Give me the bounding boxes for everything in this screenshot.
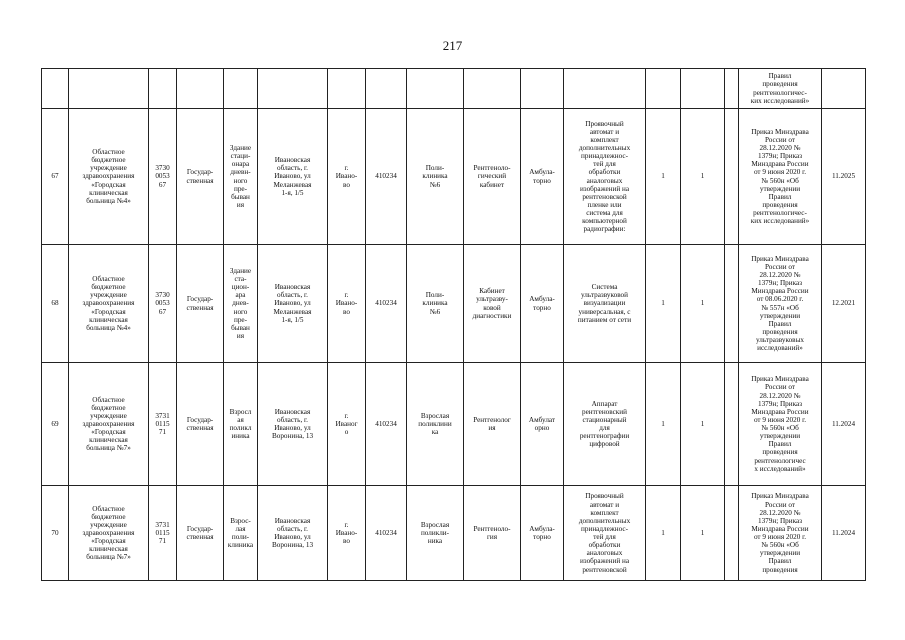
cell-empty <box>725 363 739 486</box>
cell-date <box>822 245 866 363</box>
cell-text-equipment: Проявочный автомат и комплект дополнительных принадлежнос- тей для обработки аналоговых изображений на рентгеновской пленке или система для компьютерной радиографии: <box>578 119 631 234</box>
cell-text-law: Приказ Минздрава России от 28.12.2020 № 1379н; Приказ Минздрава России от 9 июня 2020 г. № 560н «Об утверждении Правил проведения рентгенологичес- ких исследований» <box>750 127 810 226</box>
cell-org <box>69 486 149 581</box>
cell-text-address: Ивановская область, г. Иваново, ул Меланжевая 1-я, 1/5 <box>273 283 312 324</box>
cell-qty_a <box>646 486 681 581</box>
cell-equipment <box>564 109 646 245</box>
cell-unit <box>407 363 464 486</box>
cell-text-qty_a: 1 <box>661 172 665 181</box>
cell-inn <box>149 109 177 245</box>
cell-postal <box>366 486 407 581</box>
cell-room <box>464 245 521 363</box>
cell-qty_b <box>681 69 725 109</box>
cell-building <box>224 69 258 109</box>
cell-text-date: 12.2021 <box>831 299 856 308</box>
cell-postal <box>366 69 407 109</box>
cell-text-date: 11.2024 <box>831 528 856 537</box>
cell-text-address: Ивановская область, г. Иваново, ул Меланжевая 1-я, 1/5 <box>273 156 312 197</box>
cell-address <box>258 363 328 486</box>
table-row <box>42 486 866 581</box>
cell-text-room: Рентгеноло- гия <box>473 524 511 541</box>
cell-text-num: 69 <box>51 419 59 428</box>
cell-law <box>739 486 822 581</box>
cell-date <box>822 486 866 581</box>
cell-text-num: 70 <box>51 528 59 537</box>
cell-equipment <box>564 363 646 486</box>
cell-qty_b <box>681 486 725 581</box>
cell-qty_a <box>646 363 681 486</box>
cell-text-postal: 410234 <box>375 419 397 428</box>
cell-city <box>328 69 366 109</box>
cell-inn <box>149 486 177 581</box>
cell-text-room: Рентгенолог ия <box>473 415 511 432</box>
cell-text-date: 11.2025 <box>831 172 856 181</box>
cell-text-building: Взрос- лая поли- клиника <box>227 516 254 550</box>
cell-unit <box>407 109 464 245</box>
cell-ownership <box>177 69 224 109</box>
cell-text-ownership: Государ- ственная <box>186 168 214 185</box>
cell-city <box>328 245 366 363</box>
cell-text-law: Приказ Минздрава России от 28.12.2020 № 1379н; Приказ Минздрава России от 08.06.2020 г. № 557н «Об утверждении Правил проведения ультразвуковых исследований» <box>751 254 809 353</box>
cell-text-city: г. Ивано- во <box>335 520 358 546</box>
cell-text-care: Амбула- торно <box>529 168 555 185</box>
page-number: 217 <box>442 38 463 53</box>
cell-inn <box>149 245 177 363</box>
cell-empty <box>725 245 739 363</box>
cell-building <box>224 109 258 245</box>
cell-text-inn: 3730 0053 67 <box>155 164 170 189</box>
cell-text-building: Здание ста- цион- ара днев- ного пре- быван ия <box>229 266 252 340</box>
cell-building <box>224 245 258 363</box>
cell-num <box>42 69 69 109</box>
cell-text-building: Здание стаци- онара дневн- ного пре- быван ия <box>229 144 252 209</box>
cell-text-care: Амбула- торно <box>529 524 555 541</box>
cell-text-num: 67 <box>51 172 59 181</box>
cell-qty_a <box>646 69 681 109</box>
cell-care <box>521 363 564 486</box>
cell-room <box>464 69 521 109</box>
cell-text-care: Амбула- торно <box>529 295 555 312</box>
cell-qty_b <box>681 363 725 486</box>
cell-num <box>42 245 69 363</box>
cell-text-qty_b: 1 <box>700 299 705 308</box>
cell-address <box>258 245 328 363</box>
cell-text-org: Областное бюджетное учреждение здравоохранения «Городская клиническая больница №4» <box>82 148 135 205</box>
cell-text-law: Приказ Минздрава России от 28.12.2020 № 1379н; Приказ Минздрава России от 9 июня 2020 г. № 560н «Об утверждении Правил проведения рентгенологичес х исследований» <box>751 375 809 473</box>
cell-care <box>521 109 564 245</box>
cell-equipment <box>564 486 646 581</box>
cell-room <box>464 363 521 486</box>
cell-text-qty_b: 1 <box>700 172 705 181</box>
cell-text-room: Рентгеноло- гический кабинет <box>473 164 511 189</box>
cell-text-room: Кабинет ультразву- ковой диагностики <box>472 287 512 320</box>
cell-text-unit: Поли- клиника №6 <box>422 291 448 316</box>
cell-ownership <box>177 363 224 486</box>
cell-text-postal: 410234 <box>375 528 397 537</box>
cell-date <box>822 69 866 109</box>
cell-unit <box>407 486 464 581</box>
cell-empty <box>725 486 739 581</box>
cell-care <box>521 486 564 581</box>
cell-qty_b <box>681 109 725 245</box>
cell-postal <box>366 109 407 245</box>
cell-text-building: Взросл ая поликл иника <box>229 407 252 441</box>
cell-qty_a <box>646 109 681 245</box>
cell-city <box>328 486 366 581</box>
cell-text-org: Областное бюджетное учреждение здравоохранения «Городская клиническая больница №7» <box>82 395 135 453</box>
cell-qty_a <box>646 245 681 363</box>
cell-building <box>224 363 258 486</box>
cell-inn <box>149 69 177 109</box>
cell-text-address: Ивановская область, г. Иваново, ул Воронина, 13 <box>271 516 314 550</box>
cell-postal <box>366 245 407 363</box>
cell-org <box>69 363 149 486</box>
cell-num <box>42 486 69 581</box>
cell-text-inn: 3731 0115 71 <box>155 520 170 546</box>
cell-org <box>69 109 149 245</box>
cell-text-qty_b: 1 <box>700 419 705 428</box>
cell-date <box>822 109 866 245</box>
table-row <box>42 69 866 109</box>
cell-org <box>69 69 149 109</box>
cell-law <box>739 109 822 245</box>
cell-unit <box>407 245 464 363</box>
cell-num <box>42 109 69 245</box>
cell-law <box>739 245 822 363</box>
equipment-registry-table <box>41 68 866 581</box>
cell-text-unit: Взрослая поликлини ка <box>418 411 452 437</box>
cell-qty_b <box>681 245 725 363</box>
cell-room <box>464 486 521 581</box>
cell-ownership <box>177 109 224 245</box>
cell-care <box>521 245 564 363</box>
cell-org <box>69 245 149 363</box>
table-row <box>42 109 866 245</box>
cell-text-law: Приказ Минздрава России от 28.12.2020 № 1379н; Приказ Минздрава России от 9 июня 2020 г. № 560н «Об утверждении Правил проведения <box>751 492 809 574</box>
cell-text-org: Областное бюджетное учреждение здравоохранения «Городская клиническая больница №7» <box>82 504 135 562</box>
cell-text-care: Амбулат орно <box>528 415 556 432</box>
cell-text-ownership: Государ- ственная <box>186 415 214 432</box>
cell-text-law: Правил проведения рентгенологичес- ких исследований» <box>750 72 810 105</box>
cell-room <box>464 109 521 245</box>
cell-law <box>739 69 822 109</box>
cell-empty <box>725 69 739 109</box>
cell-text-city: г. Ивано- во <box>335 291 358 316</box>
cell-text-unit: Взрослая поликли- ника <box>420 520 450 546</box>
cell-text-qty_a: 1 <box>661 528 665 537</box>
cell-text-equipment: Аппарат рентгеновский стационарный для рентгенографии цифровой <box>579 399 630 449</box>
cell-address <box>258 69 328 109</box>
cell-text-date: 11.2024 <box>831 419 856 428</box>
cell-text-equipment: Система ультразвуковой визуализации универсальная, с питанием от сети <box>577 283 632 324</box>
cell-city <box>328 363 366 486</box>
cell-ownership <box>177 486 224 581</box>
cell-text-org: Областное бюджетное учреждение здравоохранения «Городская клиническая больница №4» <box>82 275 135 332</box>
cell-law <box>739 363 822 486</box>
cell-empty <box>725 109 739 245</box>
cell-text-ownership: Государ- ственная <box>186 524 214 541</box>
cell-text-city: г. Иваног о <box>335 411 358 437</box>
cell-address <box>258 486 328 581</box>
cell-text-equipment: Проявочный автомат и комплект дополнительных принадлежнос- тей для обработки аналоговых изображений на рентгеновской <box>578 492 631 574</box>
cell-building <box>224 486 258 581</box>
cell-address <box>258 109 328 245</box>
table-row <box>42 363 866 486</box>
cell-text-city: г. Ивано- во <box>335 164 358 189</box>
cell-text-postal: 410234 <box>375 299 397 308</box>
cell-text-ownership: Государ- ственная <box>186 295 214 312</box>
cell-text-postal: 410234 <box>375 172 397 181</box>
cell-text-qty_a: 1 <box>661 299 665 308</box>
cell-care <box>521 69 564 109</box>
cell-text-inn: 3731 0115 71 <box>155 411 170 437</box>
cell-date <box>822 363 866 486</box>
cell-equipment <box>564 69 646 109</box>
cell-num <box>42 363 69 486</box>
cell-postal <box>366 363 407 486</box>
cell-text-inn: 3730 0053 67 <box>155 291 170 316</box>
cell-unit <box>407 69 464 109</box>
cell-text-qty_a: 1 <box>661 419 665 428</box>
cell-text-num: 68 <box>51 299 59 308</box>
cell-text-address: Ивановская область, г. Иваново, ул Воронина, 13 <box>271 407 314 441</box>
cell-text-unit: Поли- клиника №6 <box>422 164 448 189</box>
table-row <box>42 245 866 363</box>
cell-text-qty_b: 1 <box>700 528 705 537</box>
cell-equipment <box>564 245 646 363</box>
cell-ownership <box>177 245 224 363</box>
cell-city <box>328 109 366 245</box>
cell-inn <box>149 363 177 486</box>
